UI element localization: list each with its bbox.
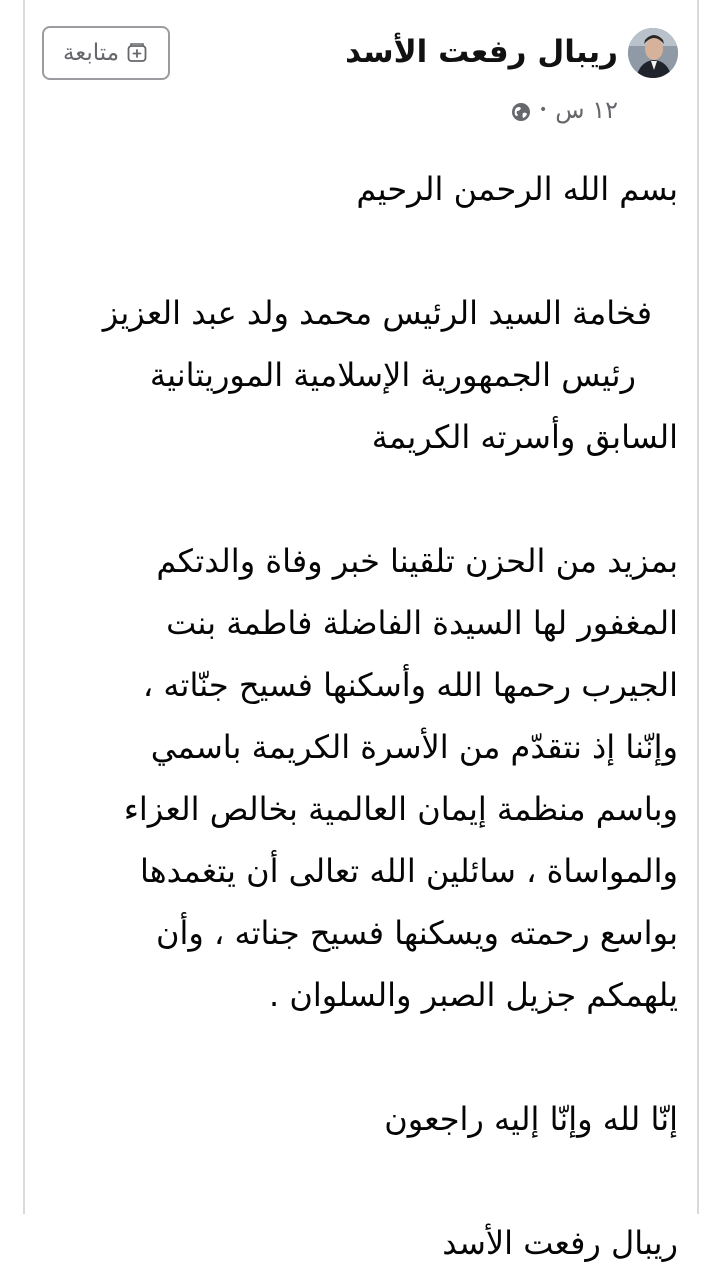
author-name[interactable]: ريبال رفعت الأسد	[345, 34, 618, 70]
meta-separator: •	[539, 102, 548, 118]
address-line: رئيس الجمهورية الإسلامية الموريتانية	[149, 356, 636, 394]
card-border-left	[23, 0, 25, 1214]
add-page-icon	[125, 41, 149, 65]
follow-label: متابعة	[62, 40, 120, 66]
message-line: وباسم منظمة إيمان العالمية بخالص العزاء	[123, 790, 678, 828]
paragraph-gap	[38, 1026, 678, 1088]
closing-line: إنّا لله وإنّا إليه راجعون	[384, 1100, 678, 1138]
paragraph-gap	[38, 220, 678, 282]
card-border-right	[697, 0, 699, 1214]
message-line: يلهمكم جزيل الصبر والسلوان .	[268, 976, 678, 1014]
message-line: وإنّنا إذ نتقدّم من الأسرة الكريمة باسمي	[150, 728, 678, 766]
paragraph-gap	[38, 468, 678, 530]
message-line: بواسع رحمته ويسكنها فسيح جناته ، وأن	[155, 914, 678, 952]
greeting-line: بسم الله الرحمن الرحيم	[356, 170, 678, 208]
message-line: والمواساة ، سائلين الله تعالى أن يتغمدها	[140, 852, 678, 890]
post-meta	[511, 92, 618, 128]
message-line: المغفور لها السيدة الفاضلة فاطمة بنت	[166, 604, 678, 642]
paragraph-gap	[38, 1150, 678, 1212]
message-line: الجيرب رحمها الله وأسكنها فسيح جنّاته ،	[142, 666, 678, 704]
post-time[interactable]: ١٢ س	[555, 96, 618, 124]
address-line: فخامة السيد الرئيس محمد ولد عبد العزيز	[102, 294, 652, 332]
follow-button[interactable]	[42, 26, 170, 80]
message-line: بمزيد من الحزن تلقينا خبر وفاة والدتكم	[156, 542, 678, 580]
signature-line: ريبال رفعت الأسد	[442, 1224, 678, 1262]
author-avatar[interactable]	[628, 28, 678, 78]
post-body	[38, 158, 678, 1274]
globe-icon[interactable]	[511, 100, 531, 120]
address-line: السابق وأسرته الكريمة	[371, 418, 678, 456]
